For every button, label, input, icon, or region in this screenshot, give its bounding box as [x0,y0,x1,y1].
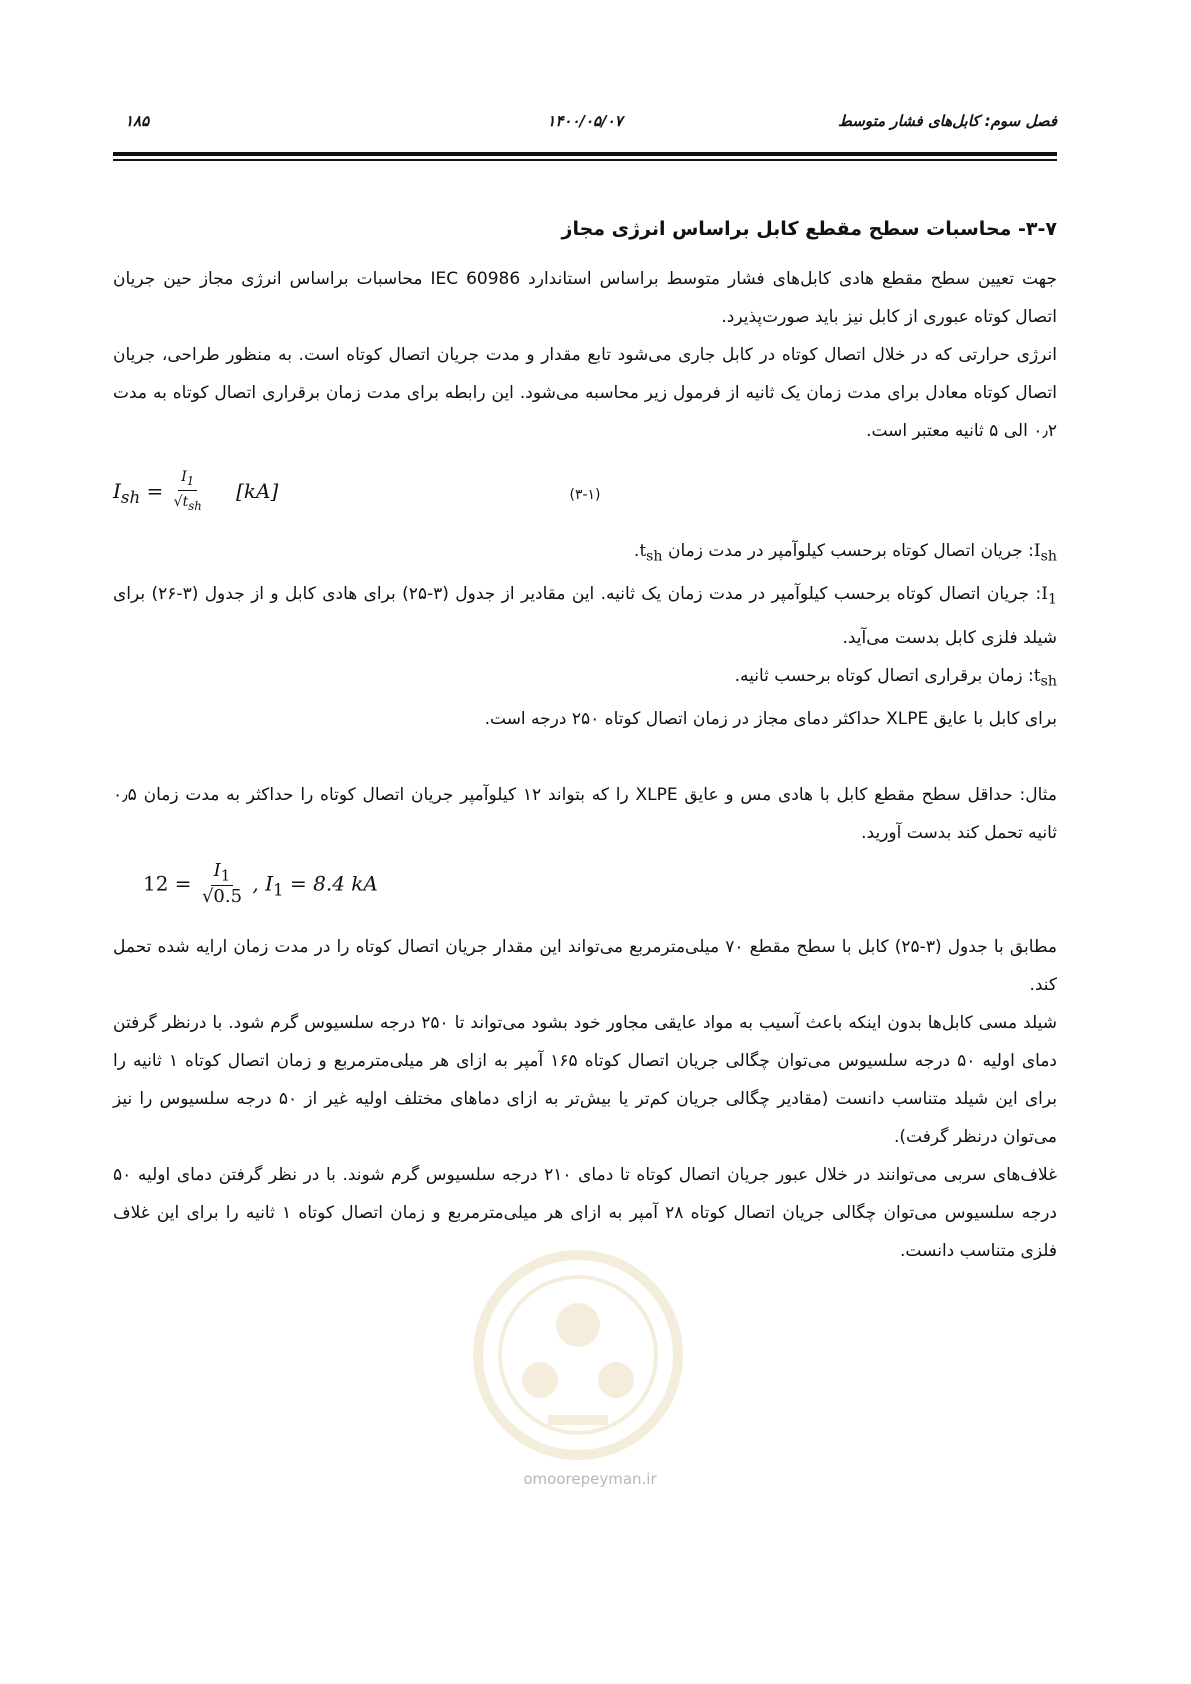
watermark-logo-icon [468,1240,688,1470]
spacer [113,738,1057,776]
example-lhs: 12 = [143,871,192,896]
section-title: ۳-۷- محاسبات سطح مقطع کابل براساس انرژی مجاز [561,218,1057,240]
formula-lhs: I [113,478,121,503]
i1-symbol: $I_1$ [1041,584,1057,608]
definition-tsh [113,657,1057,700]
ish-symbol: $I_{sh}$ [1033,541,1057,565]
example-rhs-prefix: , I [252,871,274,896]
header-rule-thin [113,159,1057,161]
example-numerator-sub: 1 [220,866,231,885]
ish-time-symbol: $t_{sh}$ [639,541,663,565]
formula-fraction: $\frac{I_1}{√t_{sh}}$ [173,469,202,513]
copper-shield-paragraph: شیلد مسی کابل‌ها بدون اینکه باعث آسیب به مواد عایقی مجاور خود بشود می‌تواند تا ۲۵۰ درجه سلسیوس گرم شود. با درنظر گرفتن دمای اولیه ۵۰ درجه سلسیوس می‌توان چگالی جریان اتصال کوتاه ۱۶۵ آمپر به ازای هر میلی‌مترمربع و زمان اتصال کوتاه ۱ ثانیه را برای این شیلد متناسب دانست (مقادیر چگالی جریان کم‌تر یا بیش‌تر به ازای دماهای مختلف اولیه غیر از ۵۰ درجه سلسیوس را نیز می‌توان درنظر گرفت). [113,1013,1057,1148]
formula-denominator: t [182,493,189,510]
header-rule-thick [113,152,1057,156]
formula-numerator: I [181,469,187,485]
definition-ish: $I_{sh}$: جریان اتصال کوتاه برحسب کیلوآمپر در مدت زمان $t_{sh}$. [633,541,1057,565]
example-formula-block [113,858,1057,928]
energy-paragraph: انرژی حرارتی که در خلال اتصال کوتاه در کابل جاری می‌شود تابع مقدار و مدت جریان اتصال کوتاه است. به منظور طراحی، جریان اتصال کوتاه معادل برای مدت زمان یک ثانیه از فرمول زیر محاسبه می‌شود. این رابطه برای مدت زمان برقراری اتصال کوتاه به مدت ۰٫۲ الی ۵ ثانیه معتبر است. [113,345,1057,441]
lead-sheath-paragraph: غلاف‌های سربی می‌توانند در خلال عبور جریان اتصال کوتاه تا دمای ۲۱۰ درجه سلسیوس گرم شوند. با در نظر گرفتن دمای اولیه ۵۰ درجه سلسیوس می‌توان چگالی جریان اتصال کوتاه ۲۸ آمپر به ازای هر میلی‌مترمربع و زمان اتصال کوتاه ۱ ثانیه را برای این غلاف فلزی متناسب دانست. [113,1165,1057,1262]
example-numerator: I [213,860,221,882]
formula-numerator-sub: 1 [186,473,195,488]
header-date: ۱۴۰۰/۰۵/۰۷ [547,112,623,130]
example-rhs: = 8.4 kA [283,871,378,896]
formula-unit: [kA] [236,478,279,503]
ish-text: : جریان اتصال کوتاه برحسب کیلوآمپر در مدت زمان [667,541,1034,561]
page-number: ۱۸۵ [125,112,150,130]
short-circuit-formula: $I_{sh}$ = $\frac{I_1}{√t_{sh}}$ [kA] [113,468,278,517]
intro-paragraph: جهت تعیین سطح مقطع هادی کابل‌های فشار متوسط براساس استاندارد IEC 60986 محاسبات براساس انرژی مجاز حین جریان اتصال کوتاه عبوری از کابل نیز باید صورت‌پذیرد. [113,269,1058,327]
example-denominator: √0.5 [201,885,243,907]
formula-block [113,462,1057,526]
tsh-text: : زمان برقراری اتصال کوتاه برحسب ثانیه. [734,665,1034,686]
example-fraction [202,862,242,908]
formula-denominator-sub: sh [188,498,202,513]
watermark-text: omoorepeyman.ir [523,1470,657,1488]
tsh-symbol: $t_{sh}$ [1033,665,1057,690]
main-content [113,214,1057,1270]
page-header [113,112,1057,142]
i1-text: : جریان اتصال کوتاه برحسب کیلوآمپر در مدت زمان یک ثانیه. این مقادیر از جدول (۳-۲۵) برای هادی کابل و از جدول (۳-۲۶) برای شیلد فلزی کابل بدست می‌آید. [113,584,1057,648]
example-paragraph: مثال: حداقل سطح مقطع کابل با هادی مس و عایق XLPE را که بتواند ۱۲ کیلوآمپر جریان اتصال کوتاه را حداکثر به مدت زمان ۰٫۵ ثانیه تحمل کند بدست آورید. [113,785,1057,844]
example-rhs-sub: 1 [273,880,284,900]
xlpe-paragraph: برای کابل با عایق XLPE حداکثر دمای مجاز در زمان اتصال کوتاه ۲۵۰ درجه است. [484,709,1057,730]
formula-lhs-sub: sh [120,487,141,507]
definition-i1 [113,575,1057,656]
table-ref-paragraph: مطابق با جدول (۳-۲۵) کابل با سطح مقطع ۷۰ میلی‌مترمربع می‌تواند این مقدار جریان اتصال کوتاه را در مدت زمان ارایه شده تحمل کند. [113,937,1058,996]
equation-number: (۳-۱) [569,487,601,503]
chapter-title: فصل سوم: کابل‌های فشار متوسط [838,112,1057,130]
example-formula [143,862,378,909]
